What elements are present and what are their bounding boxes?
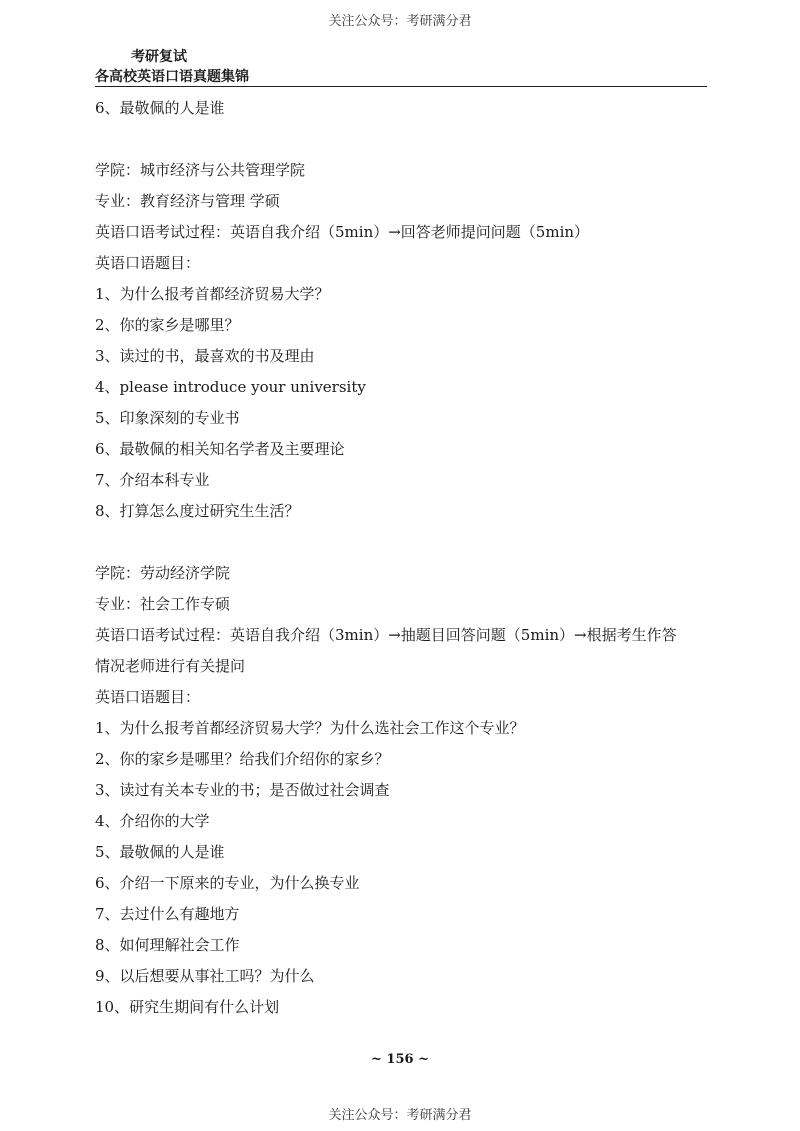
section1-major: 专业：教育经济与管理 学硕 [95, 192, 280, 210]
section2-process-line2: 情况老师进行有关提问 [95, 657, 246, 675]
section2-college: 学院：劳动经济学院 [95, 564, 231, 582]
page-header [95, 46, 707, 87]
list-item: 3、读过的书，最喜欢的书及理由 [95, 347, 315, 365]
section-gap [95, 527, 720, 558]
list-item: 8、如何理解社会工作 [95, 936, 240, 954]
list-item: 1、为什么报考首都经济贸易大学？ [95, 285, 330, 303]
list-item: 5、印象深刻的专业书 [95, 409, 240, 427]
header-title: 各高校英语口语真题集锦 [95, 69, 249, 85]
section2-major: 专业：社会工作专硕 [95, 595, 231, 613]
section2-process-line1: 英语口语考试过程：英语自我介绍（3min）→抽题目回答问题（5min）→根据考生作答 [95, 626, 677, 644]
section1-process: 英语口语考试过程：英语自我介绍（5min）→回答老师提问问题（5min） [95, 223, 590, 241]
section2-questions-title: 英语口语题目： [95, 688, 201, 706]
list-item: 8、打算怎么度过研究生生活？ [95, 502, 300, 520]
list-item: 4、please introduce your university [95, 378, 366, 396]
section1-college: 学院：城市经济与公共管理学院 [95, 161, 306, 179]
bottom-watermark: 关注公众号：考研满分君 [328, 1108, 472, 1123]
intro-line: 6、最敬佩的人是谁 [95, 99, 225, 117]
header-series: 考研复试 [131, 49, 187, 65]
page-number: ~ 156 ~ [371, 1052, 429, 1067]
list-item: 3、读过有关本专业的书；是否做过社会调查 [95, 781, 390, 799]
list-item: 5、最敬佩的人是谁 [95, 843, 225, 861]
section1-questions-title: 英语口语题目： [95, 254, 201, 272]
list-item: 4、介绍你的大学 [95, 812, 210, 830]
list-item: 1、为什么报考首都经济贸易大学？为什么选社会工作这个专业？ [95, 719, 525, 737]
list-item: 9、以后想要从事社工吗？为什么 [95, 967, 315, 985]
list-item: 10、研究生期间有什么计划 [95, 998, 280, 1016]
section-gap [95, 124, 720, 155]
list-item: 6、最敬佩的相关知名学者及主要理论 [95, 440, 345, 458]
top-watermark: 关注公众号：考研满分君 [328, 14, 472, 29]
list-item: 2、你的家乡是哪里？给我们介绍你的家乡？ [95, 750, 390, 768]
list-item: 7、去过什么有趣地方 [95, 905, 240, 923]
document-body [95, 93, 720, 1023]
list-item: 6、介绍一下原来的专业，为什么换专业 [95, 874, 360, 892]
list-item: 7、介绍本科专业 [95, 471, 210, 489]
list-item: 2、你的家乡是哪里？ [95, 316, 240, 334]
